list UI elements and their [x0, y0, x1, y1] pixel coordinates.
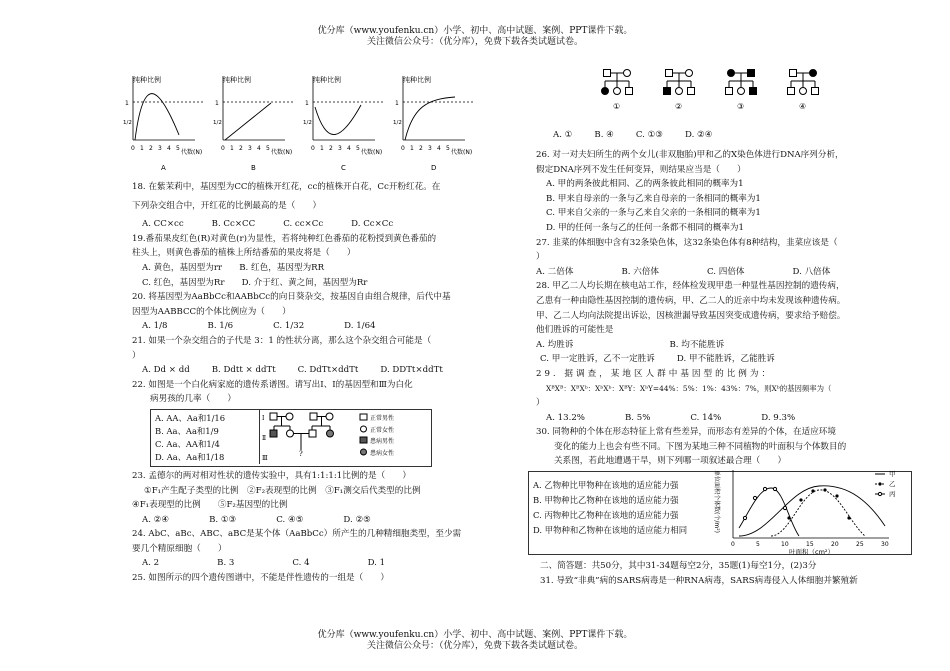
purity-chart-xlabel: 代数(N) — [271, 149, 293, 156]
yi-point — [799, 498, 802, 501]
yi-point — [811, 489, 814, 492]
q29-option-b: B. 5% — [624, 412, 651, 423]
q22-options — [155, 412, 225, 464]
female-2 — [326, 413, 333, 420]
female-1 — [286, 413, 293, 420]
leaf-chart-xlabel: 叶面积（cm²） — [789, 548, 835, 557]
q23-option-a: A. ②④ — [142, 514, 170, 525]
purity-x-tick: 0 — [221, 145, 225, 152]
q29-option-c: C. 14% — [690, 412, 722, 423]
q23-option-d: D. ②⑤ — [343, 514, 371, 525]
bing-point — [783, 506, 786, 509]
legend-jia: 甲 — [889, 470, 896, 479]
q27-option-d: D. 八倍体 — [792, 266, 831, 277]
leaf-x-tick: 0 — [731, 541, 735, 549]
q26-option-a: A. 甲的两条彼此相同、乙的两条彼此相同的概率为1 — [546, 179, 744, 190]
leaf-x-tick: 25 — [856, 541, 864, 549]
purity-chart-half: 1/2 — [303, 120, 312, 126]
q27-option-b: B. 六倍体 — [621, 266, 660, 277]
purity-x-tick: 1 — [320, 145, 324, 152]
q25-option-b: B. ④ — [594, 130, 614, 140]
q18-option-a: A. CC×cc — [142, 219, 184, 230]
q23-stem-2: ①F₁产生配子类型的比例 ②F₂表现型的比例 ③F₁测交后代类型的比例 — [144, 485, 421, 496]
purity-chart-B — [213, 75, 295, 172]
purity-x-tick: 2 — [239, 145, 243, 152]
q26-option-b: B. 甲来自母亲的一条与乙来自母亲的一条相同的概率为1 — [546, 193, 761, 204]
pedigree-2 — [664, 70, 695, 112]
q28-stem-2: 乙患有一种由隐性基因控制的遗传病，甲、乙二人的近亲中均未发现该种遗传病。 — [536, 295, 846, 306]
q18-stem-1: 18. 在紫茉莉中，基因型为CC的植株开红花，cc的植株开白花，Cc开粉红花。在 — [132, 182, 441, 192]
q22-stem-2: 病男孩的几率（ ） — [150, 394, 236, 405]
q20-option-c: C. 1/32 — [273, 321, 305, 332]
section-2-title: 二、简答题：共50分，其中31-34题每空2分，35题(1)每空1分，(2)3分 — [540, 561, 817, 572]
q25-option-a: A. ① — [553, 130, 573, 140]
q30-option-c: C. 丙物种比乙物种在该地的适应能力强 — [533, 510, 679, 521]
purity-chart-one: 1 — [305, 100, 309, 107]
q31-stem: 31. 导致“非典”病的SARS病毒是一种RNA病毒，SARS病毒侵入人体细胞并繁殖新 — [540, 575, 858, 586]
purity-chart-C — [303, 75, 385, 172]
leaf-x-tick: 30 — [881, 541, 889, 549]
purity-x-tick: 1 — [230, 145, 234, 152]
q28-stem-3: 甲、乙二人均向法院提出诉讼，因核泄漏导致基因突变成遗传病，要求给予赔偿。 — [536, 310, 846, 321]
gen-3-label: Ⅲ — [262, 454, 268, 462]
affected-male — [270, 430, 277, 437]
legend-yi: 乙 — [889, 480, 896, 489]
q29-option-a: A. 13.2% — [546, 412, 585, 423]
q22-figure-box — [132, 409, 470, 467]
purity-chart-xlabel: 代数(N) — [451, 149, 473, 156]
q18-option-c: C. cc×Cc — [283, 219, 324, 230]
species-yi-curve — [771, 490, 865, 536]
q30-stem-3: 关系图，若此地遭遇干旱，则下列哪一项叙述最合理（ ） — [554, 456, 787, 467]
q29-option-d: D. 9.3% — [761, 412, 796, 423]
q25-option-c: C. ①③ — [635, 130, 663, 140]
bing-point — [763, 487, 766, 490]
purity-curve — [315, 105, 361, 135]
species-bing-curve — [739, 488, 799, 536]
yi-point — [787, 516, 790, 519]
female-3 — [287, 430, 294, 437]
right-column — [533, 148, 908, 588]
purity-x-tick: 3 — [338, 145, 342, 152]
purity-chart-ylabel: 纯种比例 — [133, 76, 161, 84]
q30-option-d: D. 甲物种和乙物种在该地的适应能力相同 — [533, 525, 688, 536]
male-2 — [310, 413, 317, 420]
q24-stem-1: 24. AbC、aBc、ABC、aBC是某个体（AaBbCc）所产生的几种精细胞类型，至少需 — [132, 529, 462, 540]
q30-option-a: A. 乙物种比甲物种在该地的适应能力强 — [533, 480, 679, 491]
pedigree-figures — [595, 65, 855, 125]
legend-normal-male-mark — [360, 414, 367, 420]
purity-x-tick: 3 — [248, 145, 252, 152]
pedigree-label: ② — [675, 102, 683, 111]
leaf-area-chart — [709, 462, 909, 557]
q23-option-b: B. ①③ — [209, 514, 237, 525]
purity-curve — [225, 103, 271, 140]
q30-stem-2: 变化的能力上也会有些不同。下图为某地三种不同植物的叶面积与个体数目的 — [554, 441, 847, 452]
unknown-child: ? — [299, 449, 303, 458]
q24-option-b: B. 3 — [217, 558, 235, 569]
q22-option-a: A. AA、Aa和1/16 — [155, 412, 226, 423]
legend-affected-male: 患病男性 — [370, 437, 395, 445]
q20-option-a: A. 1/8 — [142, 321, 168, 332]
male-1 — [270, 413, 277, 420]
yi-point — [835, 494, 838, 497]
q28-stem-1: 28. 甲乙二人均长期在核电站工作，经体检发现甲患一种显性基因控制的遗传病， — [536, 281, 845, 292]
q30-option-b: B. 甲物种比乙物种在该地的适应能力强 — [533, 495, 679, 506]
pedigree-label: ③ — [737, 102, 745, 111]
leaf-chart-ylabel: 单位面积个体数(个/m²) — [713, 470, 720, 534]
leaf-x-tick: 15 — [806, 541, 814, 549]
q29-stem-2: XᴮXᴮ：XᴮXᵇ：XᵇXᵇ：XᴮY：XᵇY=44%：5%：1%：43%：7%，则Xᵇ的基因频率为（ — [546, 383, 832, 393]
bing-point — [743, 516, 746, 519]
q29-stem-3: ） — [536, 398, 545, 409]
purity-x-tick: 3 — [428, 145, 432, 152]
q23-stem-1: 23. 孟德尔的两对相对性状的遗传实验中，具有1:1:1:1比例的是（ ） — [132, 470, 411, 481]
purity-x-tick: 0 — [311, 145, 315, 152]
q21-option-b: B. Ddtt × ddTt — [211, 365, 276, 376]
purity-x-tick: 4 — [167, 145, 171, 152]
q22-option-c: C. Aa、AA和1/4 — [155, 438, 220, 449]
q28-option-a: A. 均胜诉 — [536, 339, 574, 350]
purity-x-tick: 5 — [446, 145, 450, 152]
q30-figure-box — [528, 471, 912, 555]
q26-option-c: C. 甲来自父亲的一条与乙来自父亲的一条相同的概率为1 — [546, 208, 761, 219]
purity-chart-one: 1 — [395, 100, 399, 107]
purity-x-tick: 3 — [158, 145, 162, 152]
q21-stem-1: 21. 如果一个杂交组合的子代是 3：1 的性状分离，那么这个杂交组合可能是（ — [132, 335, 432, 346]
q27-option-c: C. 四倍体 — [707, 266, 745, 277]
footer-line-2: 关注微信公众号：（优分库），免费下载各类试题试卷。 — [366, 641, 583, 651]
purity-chart-one: 1 — [125, 100, 129, 107]
q25-stem: 25. 如图所示的四个遗传图谱中，不能是伴性遗传的一组是（ ） — [132, 573, 390, 584]
legend-normal-male: 正常男性 — [370, 414, 395, 422]
q27-stem-1: 27. 韭菜的体细胞中含有32条染色体，这32条染色体有8种结构，韭菜应该是（ — [536, 237, 838, 248]
purity-chart-label: C — [341, 164, 346, 172]
purity-chart-label: B — [251, 164, 256, 172]
purity-x-tick: 2 — [149, 145, 153, 152]
q28-option-d: D. 甲不能胜诉，乙能胜诉 — [676, 354, 775, 365]
purity-x-tick: 4 — [257, 145, 261, 152]
header-line-2: 关注微信公众号：（优分库），免费下载各类试题试卷。 — [366, 37, 583, 47]
bing-point — [773, 487, 776, 490]
purity-chart-ylabel: 纯种比例 — [223, 76, 251, 84]
legend-normal-female: 正常女性 — [370, 426, 395, 434]
purity-x-tick: 2 — [329, 145, 333, 152]
purity-chart-half: 1/2 — [213, 120, 222, 126]
legend-normal-female-mark — [361, 426, 367, 432]
purity-x-tick: 2 — [419, 145, 423, 152]
purity-chart-one: 1 — [215, 100, 219, 107]
q29-stem-1: 29. 据调查，某地区人群中基因型的比例为： — [536, 368, 774, 379]
q18-option-d: D. Cc×Cc — [351, 219, 394, 230]
gen-2-label: Ⅱ — [262, 434, 267, 442]
gen-1-label: Ⅰ — [262, 414, 265, 422]
q28-option-b: B. 均不能胜诉 — [669, 339, 725, 350]
footer-line-1: 优分库（www.youfenku.cn）小学、初中、高中试题、案例、PPT课件下载。 — [317, 630, 633, 640]
q20-stem-1: 20. 将基因型为AaBbCc和AABbCc的向日葵杂交，按基因自由组合规律，后代中基 — [132, 292, 451, 303]
q21-option-c: C. DdTt×ddTt — [297, 365, 359, 376]
purity-charts — [125, 70, 485, 175]
purity-chart-ylabel: 纯种比例 — [403, 76, 431, 84]
q22-table — [150, 409, 432, 467]
q21-option-a: A. Dd × dd — [142, 365, 190, 376]
purity-x-tick: 0 — [401, 145, 405, 152]
purity-chart-D — [393, 75, 475, 172]
q25-option-d: D. ②④ — [685, 130, 713, 140]
page-header — [0, 26, 950, 48]
purity-chart-label: A — [161, 164, 166, 172]
purity-x-tick: 5 — [176, 145, 180, 152]
yi-point — [823, 488, 826, 491]
q22-pedigree — [259, 410, 430, 464]
purity-x-tick: 4 — [347, 145, 351, 152]
q21-option-d: D. DDTt×ddTt — [380, 365, 443, 376]
purity-chart-half: 1/2 — [393, 120, 402, 126]
page-footer — [0, 630, 950, 652]
q22-option-b: B. Aa、Aa和1/9 — [155, 425, 219, 436]
q27-stem-2: ） — [536, 252, 545, 263]
purity-chart-xlabel: 代数(N) — [181, 149, 203, 156]
q24-option-a: A. 2 — [142, 558, 160, 569]
pedigree-label: ① — [613, 102, 621, 111]
q19-stem-2: 柱头上，则黄色番茄的植株上所结番茄的果皮将是（ ） — [132, 248, 356, 259]
purity-x-tick: 0 — [131, 145, 135, 152]
legend-affected-female-mark — [361, 449, 367, 455]
left-column — [132, 180, 470, 586]
q23-stem-3: ④F₁表现型的比例 ⑤F₂基因型的比例 — [132, 500, 288, 511]
pedigree-1 — [602, 70, 633, 112]
q26-stem-1: 26. 对一对夫妇所生的两个女儿(非双胞胎)甲和乙的X染色体进行DNA序列分析， — [536, 150, 844, 160]
legend-affected-male-mark — [360, 437, 367, 443]
legend-affected-female: 患病女性 — [370, 449, 395, 457]
affected-female — [327, 430, 334, 437]
pedigree-label: ④ — [799, 102, 807, 111]
leaf-x-tick: 10 — [781, 541, 789, 549]
pedigree-4 — [788, 70, 819, 112]
purity-curve — [405, 97, 455, 140]
pedigree-3 — [726, 70, 757, 112]
purity-x-tick: 5 — [266, 145, 270, 152]
q27-option-a: A. 二倍体 — [536, 266, 574, 277]
purity-curve — [135, 94, 179, 140]
q28-stem-4: 他们胜诉的可能性是 — [536, 325, 614, 336]
q28-option-c: C. 甲一定胜诉，乙不一定胜诉 — [540, 354, 655, 365]
leaf-x-tick: 5 — [756, 541, 760, 549]
q18-stem-2: 下列杂交组合中，开红花的比例最高的是（ ） — [132, 200, 322, 211]
q24-option-d: D. 1 — [367, 558, 386, 569]
bing-point — [753, 496, 756, 499]
q18-option-b: B. Cc×CC — [211, 219, 256, 230]
q19-option-ab: A. 黄色，基因型为rr B. 红色，基因型为RR — [142, 262, 325, 273]
q20-option-d: D. 1/64 — [344, 321, 376, 332]
purity-x-tick: 4 — [437, 145, 441, 152]
q24-option-c: C. 4 — [292, 558, 310, 569]
purity-x-tick: 5 — [356, 145, 360, 152]
purity-chart-A — [123, 75, 205, 172]
yi-point — [847, 516, 850, 519]
purity-chart-ylabel: 纯种比例 — [313, 76, 341, 84]
q23-option-c: C. ④⑤ — [276, 514, 304, 525]
legend-bing: 丙 — [889, 490, 896, 499]
purity-chart-xlabel: 代数(N) — [361, 149, 383, 156]
purity-x-tick: 1 — [140, 145, 144, 152]
q21-stem-2: ） — [132, 350, 141, 361]
q19-option-cd: C. 红色，基因型为Rr D. 介于红、黄之间，基因型为Rr — [142, 277, 368, 288]
q20-stem-2: 因型为AABBCC的个体比例应为（ ） — [132, 306, 291, 317]
q30-stem-1: 30. 同物种的个体在形态特征上常有些差异，而形态有差异的个体，在适应环境 — [536, 427, 836, 438]
q22-option-d: D. Aa、Aa和1/18 — [155, 451, 225, 462]
purity-chart-label: D — [431, 164, 437, 172]
q26-stem-2: 假定DNA序列不发生任何变异，则结果应当是（ ） — [536, 164, 746, 175]
header-line-1: 优分库（www.youfenku.cn）小学、初中、高中试题、案例、PPT课件下载。 — [317, 26, 633, 36]
q22-stem-1: 22. 如图是一个白化病家庭的遗传系谱图。请写出Ⅰ、Ⅰ的基因型和Ⅲ为白化 — [132, 379, 413, 390]
purity-chart-half: 1/2 — [123, 120, 132, 126]
leaf-x-tick: 20 — [831, 541, 839, 549]
q25-options — [553, 128, 712, 143]
male-3 — [309, 430, 316, 437]
q24-stem-2: 要几个精原细胞（ ） — [132, 543, 227, 554]
q20-option-b: B. 1/6 — [207, 321, 234, 332]
q30-options — [533, 478, 708, 538]
purity-x-tick: 1 — [410, 145, 414, 152]
q19-stem-1: 19.番茄果皮红色(R)对黄色(r)为显性，若将纯种红色番茄的花粉授到黄色番茄的 — [132, 233, 437, 244]
q26-option-d: D. 甲的任何一条与乙的任何一条都不相同的概率为1 — [546, 222, 744, 233]
